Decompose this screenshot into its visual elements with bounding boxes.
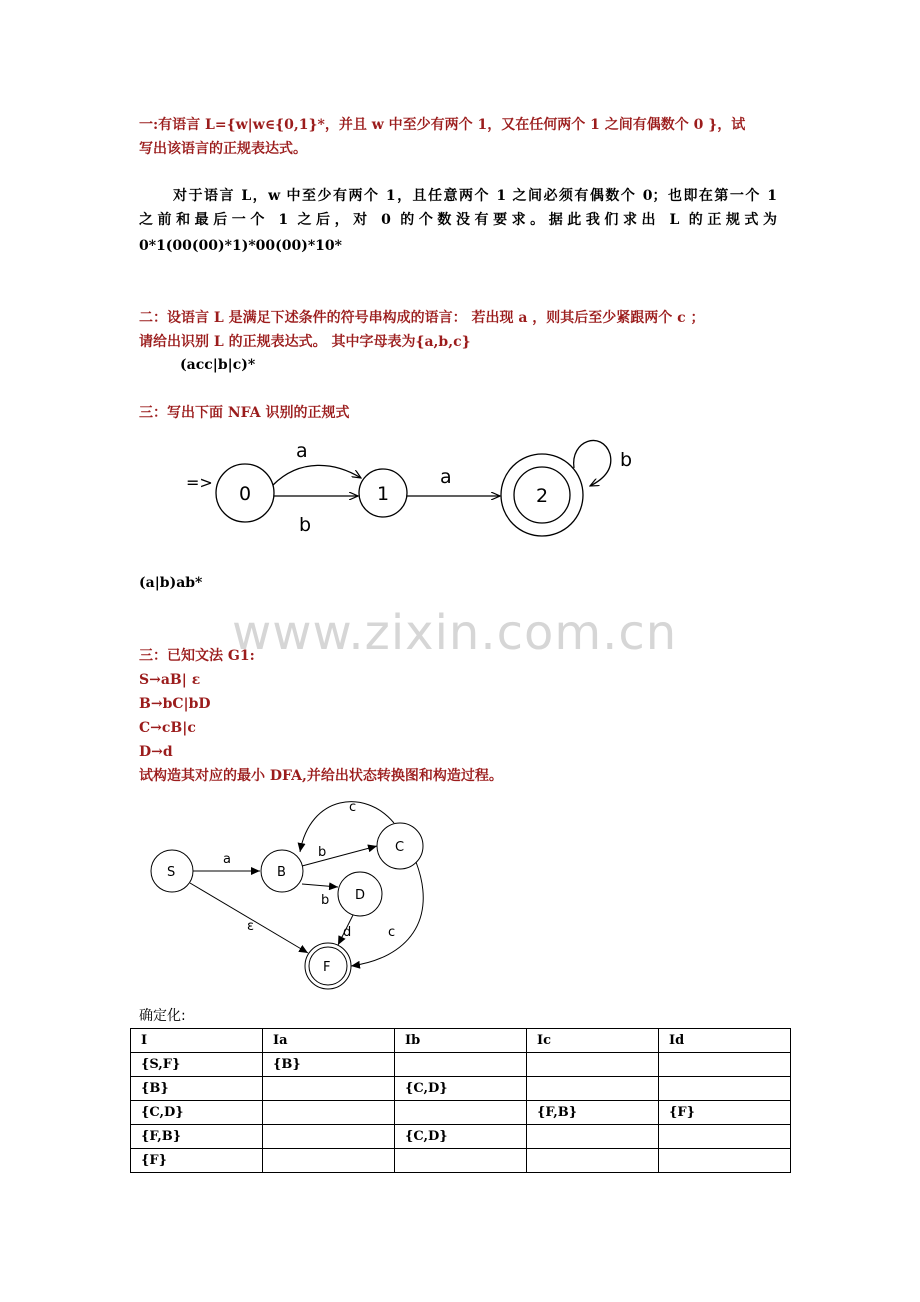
table-header-cell: Id (659, 1029, 791, 1053)
table-cell (659, 1125, 791, 1149)
table-row (131, 1125, 791, 1149)
dfa-diagram (140, 790, 460, 1000)
table-cell: {F,B} (527, 1101, 659, 1125)
nfa-label-b-bottom: b (299, 514, 312, 536)
table-cell: {B} (263, 1053, 395, 1077)
nfa-state-2 (501, 454, 583, 536)
table-cell (395, 1053, 527, 1077)
table-cell (263, 1149, 395, 1173)
q4-task: 试构造其对应的最小 DFA,并给出状态转换图和构造过程。 (139, 768, 503, 784)
nfa-state-1 (359, 469, 407, 517)
table-row (131, 1053, 791, 1077)
dfa-label-c-f: c (388, 925, 396, 940)
dfa-state-s (151, 850, 193, 892)
svg-text:2: 2 (536, 485, 549, 507)
svg-text:C: C (395, 840, 405, 855)
table-cell: {F} (131, 1149, 263, 1173)
table-cell: {S,F} (131, 1053, 263, 1077)
table-caption: 确定化: (139, 1008, 186, 1024)
determinization-table (130, 1028, 791, 1173)
table-cell (527, 1053, 659, 1077)
q2-title-line2: 请给出识别 L 的正规表达式。 其中字母表为{a,b,c} (139, 334, 471, 350)
nfa-label-a-mid: a (440, 466, 452, 488)
dfa-label-d-f: d (343, 925, 352, 940)
table-cell (395, 1149, 527, 1173)
q3-title: 三：写出下面 NFA 识别的正规式 (139, 405, 350, 421)
table-cell (527, 1125, 659, 1149)
dfa-edge-b-c (302, 846, 377, 866)
q1-answer-line1: 对于语言 L，w 中至少有两个 1，且任意两个 1 之间必须有偶数个 0；也即在第一个 1 (173, 188, 777, 204)
table-cell: {C,D} (395, 1077, 527, 1101)
table-cell: {B} (131, 1077, 263, 1101)
nfa-start-marker: => (186, 473, 213, 492)
q3-regex-answer: (a|b)ab* (139, 575, 203, 591)
table-header-cell: Ib (395, 1029, 527, 1053)
svg-text:D: D (355, 888, 366, 903)
table-cell (527, 1077, 659, 1101)
nfa-state-0 (216, 464, 274, 522)
svg-text:S: S (167, 865, 176, 880)
q4-production-2: B→bC|bD (139, 696, 211, 712)
svg-text:F: F (323, 960, 331, 975)
dfa-edge-c-f (351, 862, 423, 966)
svg-text:B: B (277, 865, 286, 880)
table-header-cell: Ic (527, 1029, 659, 1053)
q1-title-line2: 写出该语言的正规表达式。 (139, 141, 307, 157)
svg-text:0: 0 (239, 483, 252, 505)
q1-title-line1: 一:有语言 L={w|w∈{0,1}*，并且 w 中至少有两个 1，又在任何两个 1 之间有偶数个 0 }，试 (139, 117, 746, 133)
table-cell (263, 1101, 395, 1125)
q1-answer-line2: 之前和最后一个 1 之后，对 0 的个数没有要求。据此我们求出 L 的正规式为 (139, 212, 777, 228)
q1-regex-answer: 0*1(00(00)*1)*00(00)*10* (139, 238, 342, 254)
nfa-edge-0-1-a (273, 465, 361, 485)
dfa-label-b-c: b (318, 845, 327, 860)
table-header-row (131, 1029, 791, 1053)
q2-regex-answer: (acc|b|c)* (180, 357, 256, 373)
dfa-state-d (338, 872, 382, 916)
table-cell (527, 1149, 659, 1173)
table-cell: {C,D} (131, 1101, 263, 1125)
table-cell (263, 1077, 395, 1101)
dfa-edge-c-b (300, 802, 394, 852)
q4-title: 三：已知文法 G1: (139, 648, 255, 664)
table-cell (659, 1149, 791, 1173)
table-row (131, 1077, 791, 1101)
table-cell (263, 1125, 395, 1149)
table-cell (395, 1101, 527, 1125)
q2-title-line1: 二：设语言 L 是满足下述条件的符号串构成的语言： 若出现 a ，则其后至少紧跟两个 c ； (139, 310, 705, 326)
dfa-edge-s-f (190, 883, 308, 953)
nfa-label-b-loop: b (620, 449, 633, 471)
table-header-cell: Ia (263, 1029, 395, 1053)
table-cell: {C,D} (395, 1125, 527, 1149)
table-cell: {F,B} (131, 1125, 263, 1149)
table-cell (659, 1077, 791, 1101)
dfa-edge-b-d (302, 884, 338, 887)
table-cell (659, 1053, 791, 1077)
dfa-label-s-b: a (223, 852, 231, 867)
dfa-state-f (305, 943, 351, 989)
table-row (131, 1149, 791, 1173)
table-row (131, 1101, 791, 1125)
q4-production-3: C→cB|c (139, 720, 196, 736)
svg-text:1: 1 (377, 483, 390, 505)
dfa-state-b (261, 850, 303, 892)
q4-production-1: S→aB| ε (139, 672, 201, 688)
dfa-label-s-f: ε (247, 919, 255, 934)
dfa-label-b-d: b (321, 893, 330, 908)
q4-production-4: D→d (139, 744, 173, 760)
watermark-text: www.zixin.com.cn (232, 605, 678, 661)
nfa-label-a-top: a (296, 440, 308, 462)
table-cell: {F} (659, 1101, 791, 1125)
table-header-cell: I (131, 1029, 263, 1053)
nfa-diagram (170, 430, 650, 550)
dfa-label-c-b: c (349, 800, 357, 815)
